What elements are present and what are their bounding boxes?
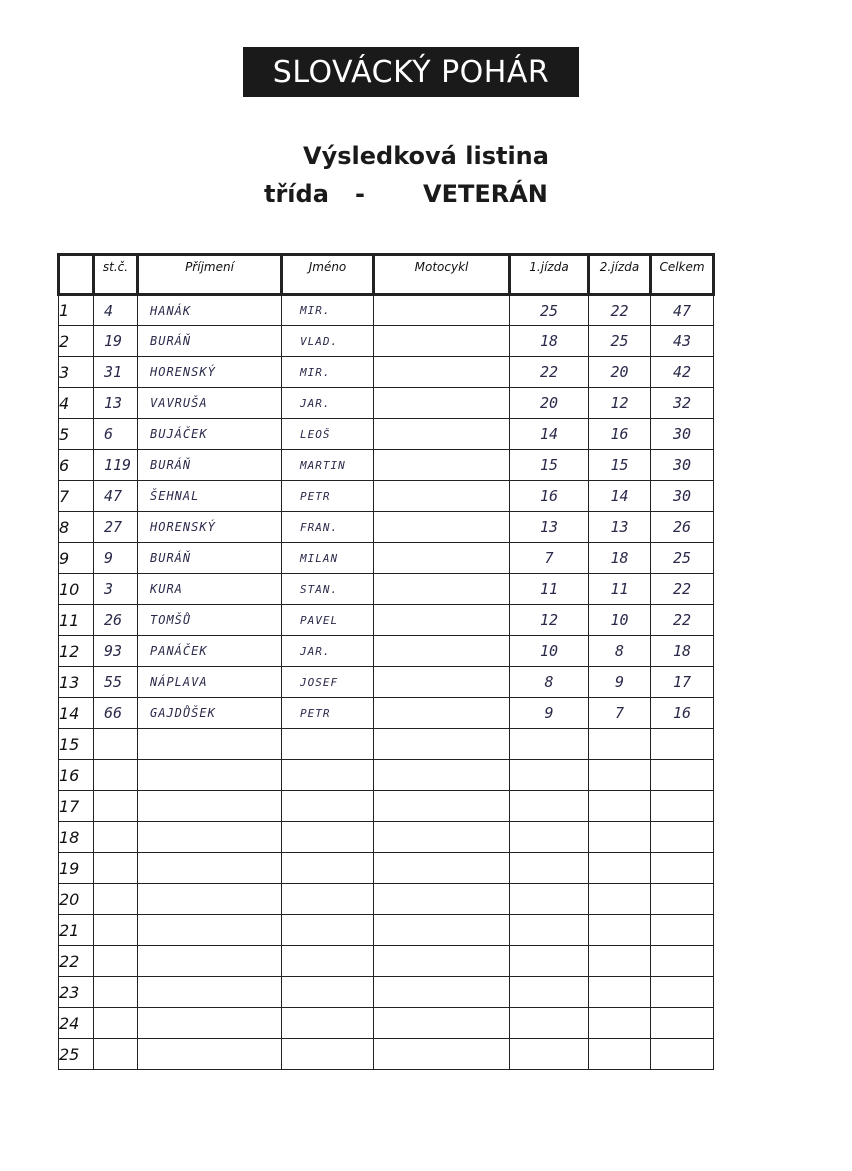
surname-cell: KURA [138,574,282,605]
run-2-cell [589,853,651,884]
total-cell: 42 [651,357,714,388]
table-row [59,388,714,419]
surname-cell [138,1008,282,1039]
table-row [59,667,714,698]
run-2-cell: 14 [589,481,651,512]
run-1-cell [510,946,589,977]
surname-cell: NÁPLAVA [138,667,282,698]
surname-cell [138,1039,282,1070]
start-number-cell: 26 [94,605,138,636]
table-row [59,884,714,915]
position-cell: 22 [59,946,94,977]
table-row [59,977,714,1008]
start-number-cell [94,853,138,884]
position-cell: 9 [59,543,94,574]
table-row [59,915,714,946]
first-name-cell: PETR [282,698,374,729]
first-name-cell [282,760,374,791]
first-name-cell [282,946,374,977]
surname-cell [138,729,282,760]
first-name-cell: LEOŠ [282,419,374,450]
first-name-cell: MARTIN [282,450,374,481]
start-number-cell: 6 [94,419,138,450]
run-2-cell [589,822,651,853]
first-name-cell [282,1008,374,1039]
first-name-cell: JAR. [282,388,374,419]
position-cell: 25 [59,1039,94,1070]
motorcycle-cell [374,760,510,791]
surname-cell: VAVRUŠA [138,388,282,419]
motorcycle-cell [374,884,510,915]
col-header-first-name: Jméno [282,255,374,295]
position-cell: 21 [59,915,94,946]
first-name-cell [282,729,374,760]
motorcycle-cell [374,1039,510,1070]
first-name-cell: JAR. [282,636,374,667]
start-number-cell: 47 [94,481,138,512]
motorcycle-cell [374,1008,510,1039]
surname-cell: TOMŠŮ [138,605,282,636]
first-name-cell [282,822,374,853]
run-2-cell [589,729,651,760]
surname-cell: BURÁŇ [138,450,282,481]
run-1-cell: 22 [510,357,589,388]
surname-cell: BUJÁČEK [138,419,282,450]
total-cell [651,1039,714,1070]
first-name-cell: MIR. [282,357,374,388]
run-1-cell [510,1008,589,1039]
surname-cell: HORENSKÝ [138,357,282,388]
start-number-cell: 93 [94,636,138,667]
total-cell [651,915,714,946]
run-2-cell [589,791,651,822]
run-1-cell: 15 [510,450,589,481]
run-2-cell [589,1008,651,1039]
surname-cell: GAJDŮŠEK [138,698,282,729]
position-cell: 18 [59,822,94,853]
motorcycle-cell [374,605,510,636]
total-cell [651,1008,714,1039]
table-row [59,512,714,543]
start-number-cell: 31 [94,357,138,388]
position-cell: 19 [59,853,94,884]
start-number-cell: 119 [94,450,138,481]
motorcycle-cell [374,822,510,853]
document-title: Výsledková listina [303,142,549,170]
col-header-start-number: st.č. [94,255,138,295]
run-1-cell: 20 [510,388,589,419]
start-number-cell: 3 [94,574,138,605]
total-cell: 18 [651,636,714,667]
total-cell: 26 [651,512,714,543]
start-number-cell [94,977,138,1008]
motorcycle-cell [374,326,510,357]
position-cell: 7 [59,481,94,512]
first-name-cell [282,791,374,822]
first-name-cell: PAVEL [282,605,374,636]
motorcycle-cell [374,791,510,822]
run-2-cell: 11 [589,574,651,605]
run-1-cell: 7 [510,543,589,574]
motorcycle-cell [374,481,510,512]
position-cell: 10 [59,574,94,605]
run-1-cell [510,884,589,915]
start-number-cell: 13 [94,388,138,419]
total-cell: 17 [651,667,714,698]
run-1-cell: 9 [510,698,589,729]
run-2-cell: 8 [589,636,651,667]
motorcycle-cell [374,419,510,450]
event-banner [243,47,579,97]
run-2-cell: 25 [589,326,651,357]
class-dash: - [355,180,365,208]
surname-cell: BURÁŇ [138,543,282,574]
run-2-cell [589,915,651,946]
run-1-cell [510,915,589,946]
table-row [59,822,714,853]
header-row [59,255,714,295]
run-1-cell [510,822,589,853]
class-value: VETERÁN [423,180,548,208]
run-1-cell: 12 [510,605,589,636]
position-cell: 3 [59,357,94,388]
first-name-cell: MIR. [282,295,374,326]
table-row [59,791,714,822]
motorcycle-cell [374,450,510,481]
col-header-surname: Příjmení [138,255,282,295]
table-row [59,946,714,977]
total-cell [651,729,714,760]
run-1-cell [510,760,589,791]
col-header-motorcycle: Motocykl [374,255,510,295]
table-row [59,729,714,760]
start-number-cell [94,1039,138,1070]
total-cell: 30 [651,450,714,481]
position-cell: 2 [59,326,94,357]
run-1-cell [510,977,589,1008]
run-2-cell [589,760,651,791]
surname-cell [138,946,282,977]
surname-cell [138,822,282,853]
run-2-cell: 12 [589,388,651,419]
position-cell: 4 [59,388,94,419]
start-number-cell [94,884,138,915]
start-number-cell: 55 [94,667,138,698]
position-cell: 20 [59,884,94,915]
total-cell: 22 [651,605,714,636]
col-header-run-1: 1.jízda [510,255,589,295]
run-2-cell: 10 [589,605,651,636]
run-2-cell: 15 [589,450,651,481]
surname-cell: HORENSKÝ [138,512,282,543]
table-row [59,326,714,357]
position-cell: 14 [59,698,94,729]
event-title: SLOVÁCKÝ POHÁR [272,54,550,90]
col-header-position [59,255,94,295]
motorcycle-cell [374,574,510,605]
start-number-cell: 27 [94,512,138,543]
run-2-cell: 22 [589,295,651,326]
motorcycle-cell [374,357,510,388]
position-cell: 16 [59,760,94,791]
position-cell: 11 [59,605,94,636]
run-1-cell [510,853,589,884]
motorcycle-cell [374,512,510,543]
total-cell [651,791,714,822]
first-name-cell: JOSEF [282,667,374,698]
position-cell: 8 [59,512,94,543]
table-row [59,636,714,667]
col-header-run-2: 2.jízda [589,255,651,295]
start-number-cell: 66 [94,698,138,729]
table-row [59,574,714,605]
start-number-cell: 19 [94,326,138,357]
start-number-cell: 4 [94,295,138,326]
total-cell: 43 [651,326,714,357]
motorcycle-cell [374,946,510,977]
surname-cell [138,791,282,822]
run-2-cell: 7 [589,698,651,729]
results-table [57,253,715,1070]
start-number-cell [94,915,138,946]
run-1-cell [510,729,589,760]
surname-cell [138,884,282,915]
position-cell: 24 [59,1008,94,1039]
total-cell [651,884,714,915]
table-row [59,698,714,729]
total-cell: 16 [651,698,714,729]
total-cell [651,977,714,1008]
total-cell [651,853,714,884]
motorcycle-cell [374,915,510,946]
start-number-cell: 9 [94,543,138,574]
table-row [59,605,714,636]
position-cell: 23 [59,977,94,1008]
first-name-cell [282,853,374,884]
run-1-cell: 8 [510,667,589,698]
total-cell: 22 [651,574,714,605]
position-cell: 6 [59,450,94,481]
first-name-cell: STAN. [282,574,374,605]
position-cell: 13 [59,667,94,698]
table-row [59,760,714,791]
start-number-cell [94,791,138,822]
start-number-cell [94,1008,138,1039]
first-name-cell: PETR [282,481,374,512]
run-2-cell [589,946,651,977]
total-cell: 30 [651,419,714,450]
position-cell: 15 [59,729,94,760]
table-row [59,419,714,450]
first-name-cell: FRAN. [282,512,374,543]
first-name-cell [282,915,374,946]
surname-cell: ŠEHNAL [138,481,282,512]
surname-cell: PANÁČEK [138,636,282,667]
surname-cell: HANÁK [138,295,282,326]
surname-cell [138,915,282,946]
first-name-cell: VLAD. [282,326,374,357]
table-row [59,853,714,884]
run-1-cell: 14 [510,419,589,450]
total-cell: 30 [651,481,714,512]
class-label: třída [264,180,329,208]
run-1-cell: 16 [510,481,589,512]
run-2-cell: 13 [589,512,651,543]
run-2-cell [589,977,651,1008]
motorcycle-cell [374,853,510,884]
motorcycle-cell [374,977,510,1008]
run-1-cell: 11 [510,574,589,605]
run-2-cell [589,1039,651,1070]
motorcycle-cell [374,667,510,698]
motorcycle-cell [374,295,510,326]
position-cell: 5 [59,419,94,450]
run-1-cell [510,791,589,822]
start-number-cell [94,946,138,977]
run-2-cell: 16 [589,419,651,450]
motorcycle-cell [374,698,510,729]
position-cell: 12 [59,636,94,667]
motorcycle-cell [374,729,510,760]
run-2-cell: 20 [589,357,651,388]
surname-cell [138,760,282,791]
total-cell: 32 [651,388,714,419]
position-cell: 17 [59,791,94,822]
motorcycle-cell [374,636,510,667]
run-1-cell: 10 [510,636,589,667]
table-row [59,295,714,326]
table-row [59,1008,714,1039]
total-cell [651,760,714,791]
motorcycle-cell [374,388,510,419]
table-row [59,481,714,512]
motorcycle-cell [374,543,510,574]
first-name-cell [282,884,374,915]
total-cell [651,822,714,853]
surname-cell [138,853,282,884]
run-2-cell: 18 [589,543,651,574]
table-row [59,543,714,574]
total-cell [651,946,714,977]
table-row [59,1039,714,1070]
run-1-cell [510,1039,589,1070]
position-cell: 1 [59,295,94,326]
run-2-cell [589,884,651,915]
run-1-cell: 18 [510,326,589,357]
run-1-cell: 13 [510,512,589,543]
total-cell: 47 [651,295,714,326]
first-name-cell [282,1039,374,1070]
table-row [59,357,714,388]
first-name-cell: MILAN [282,543,374,574]
start-number-cell [94,729,138,760]
surname-cell [138,977,282,1008]
col-header-total: Celkem [651,255,714,295]
start-number-cell [94,822,138,853]
run-1-cell: 25 [510,295,589,326]
surname-cell: BURÁŇ [138,326,282,357]
first-name-cell [282,977,374,1008]
table-row [59,450,714,481]
start-number-cell [94,760,138,791]
run-2-cell: 9 [589,667,651,698]
total-cell: 25 [651,543,714,574]
